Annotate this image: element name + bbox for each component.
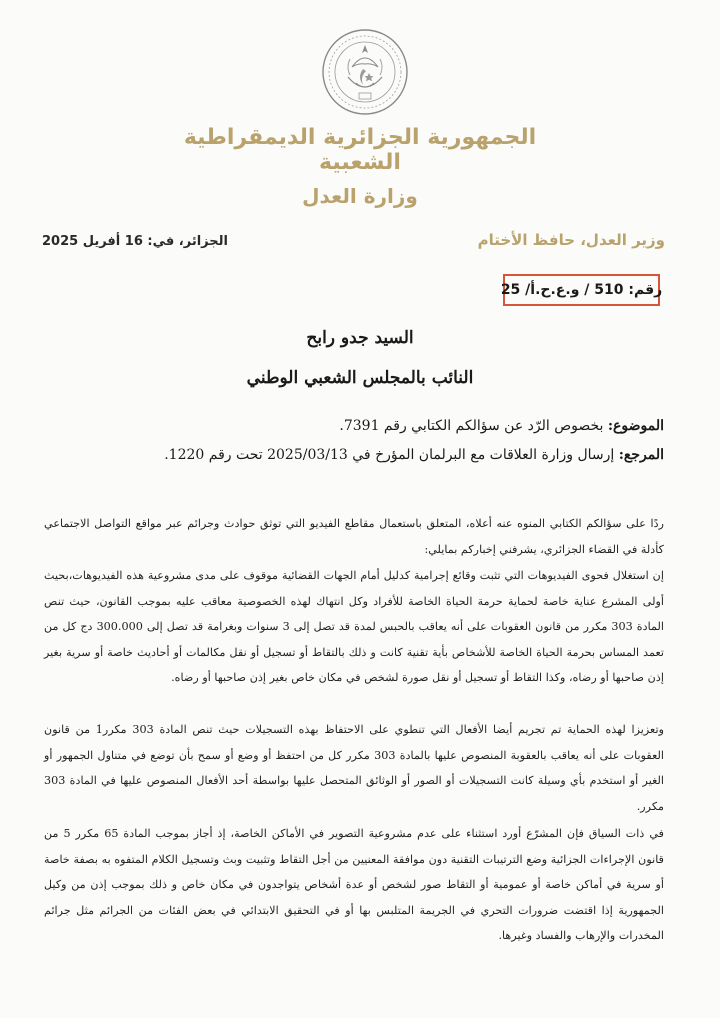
body-paragraph-3: وتعزيزا لهذه الحماية تم تجريم أيضا الأفعال التي تنطوي على الاحتفاظ بهذه التسجيلات حيث تنص المادة 303 مكرر1 من قانون العقوبات على أنه يعاقب بالعقوبة المنصوص عليها بالمادة 303 مكرر كل من احتفظ أو وضع أو سمح بأن توضع في متناول الجمهور أو الغير أو استخدم بأي وسيلة كانت التسجيلات أو الصور أو الوثائق المتحصل عليها بواسطة أحد الأفعال المنصوص عليها في المادة 303 مكرر. <box>44 723 664 813</box>
subject-text: بخصوص الرّد عن سؤالكم الكتابي رقم 7391. <box>339 418 608 434</box>
reference-label: المرجع: <box>618 447 664 463</box>
republic-heading: الجمهورية الجزائرية الديمقراطية الشعبية <box>183 125 537 175</box>
algeria-state-emblem-icon <box>320 27 410 117</box>
date-line: الجزائر، في: 16 أفريل 2025 <box>42 234 228 249</box>
body-paragraph-2: إن استغلال فحوى الفيديوهات التي تثبت وقائع إجرامية كدليل أمام الجهات القضائية موقوف على مدى مشروعية هذه الفيديوهات،بحيث أولى المشرع عناية خاصة لحماية حرمة الحياة الخاصة للأفراد وكل انتهاك لهذه الخصوصية معاقب عليه بموجب القانون، حيث تنص المادة 303 مكرر من قانون العقوبات على أنه يعاقب بالحبس لمدة قد تصل إلى 3 سنوات وبغرامة قد تصل إلى 300.000 دج كل من تعمد المساس بحرمة الحياة الخاصة للأشخاص بأية تقنية كانت و ذلك بالتقاط أو تسجيل أو نقل مكالمات أو أحاديث خاصة أو سرية بغير إذن صاحبها أو رضاه، وكذا التقاط أو تسجيل أو نقل صورة لشخص في مكان خاص بغير إذن صاحبها أو رضاه. <box>44 569 665 685</box>
body-paragraph-1: ردًا على سؤالكم الكتابي المنوه عنه أعلاه، المتعلق باستعمال مقاطع الفيديو التي توثق حوادث وجرائم عبر مواقع التواصل الاجتماعي كأدلة في القضاء الجزائري، يشرفني إخباركم بمايلي: <box>44 517 664 556</box>
addressee-title: النائب بالمجلس الشعبي الوطني <box>246 368 474 388</box>
ministry-heading: وزارة العدل <box>302 184 418 208</box>
reference-number-box <box>500 274 663 306</box>
reference-text: إرسال وزارة العلاقات مع البرلمان المؤرخ في 2025/03/13 تحت رقم 1220. <box>164 447 619 463</box>
reference-number: رقم: 510 / و.ع.ح.أ/ 25 <box>500 282 663 298</box>
addressee-name: السيد جدو رابح <box>306 328 414 348</box>
reference-line <box>164 447 664 463</box>
minister-title: وزير العدل، حافظ الأختام <box>477 231 665 249</box>
subject-label: الموضوع: <box>607 418 664 434</box>
body-paragraph-4: في ذات السياق فإن المشرّع أورد استثناء على عدم مشروعية التصوير في الأماكن الخاصة، إذ أجاز بموجب المادة 65 مكرر 5 من قانون الإجراءات الجزائية وضع الترتيبات التقنية دون موافقة المعنيين من أجل التقاط وتثبيت وبث وتسجيل الكلام المتفوه به بصفة خاصة أو سرية في أماكن خاصة أو عمومية أو التقاط صور لشخص أو عدة أشخاص يتواجدون في مكان خاص و ذلك بموجب إذن من وكيل الجمهورية إذا اقتضت ضرورات التحري في الجريمة المتلبس بها أو في التحقيق الابتدائي في بعض الفئات من الجرائم مثل جرائم المخدرات والإرهاب والفساد وغيرها. <box>44 827 665 943</box>
subject-line <box>339 418 664 434</box>
